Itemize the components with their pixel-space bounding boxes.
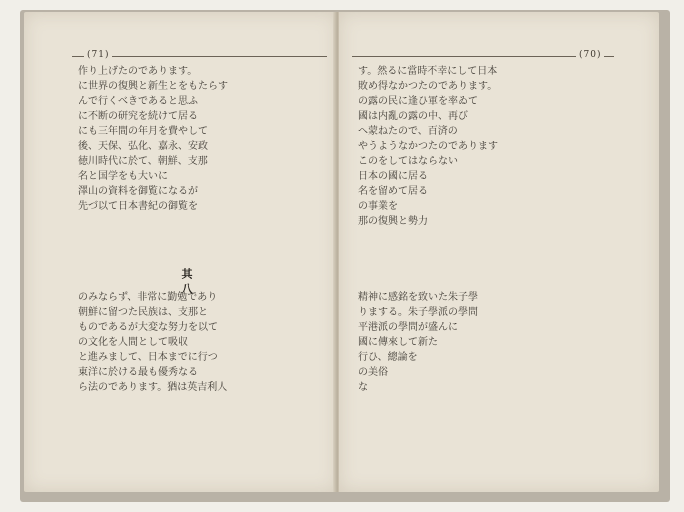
left-upper-text bbox=[78, 64, 328, 244]
text-line: 後、天保、弘化、嘉永、安政 bbox=[78, 141, 208, 152]
text-line: の文化を人間として吸収 bbox=[78, 337, 188, 348]
text-line: 精神に感銘を致いた朱子學 bbox=[358, 292, 478, 303]
text-line: んで行くべきであると思ふ bbox=[78, 96, 198, 107]
text-line: な bbox=[358, 382, 368, 393]
text-line: 徳川時代に於て、朝鮮、支那 bbox=[78, 156, 208, 167]
text-line: 東洋に於ける最も優秀なる bbox=[78, 367, 198, 378]
text-line: にも三年間の年月を費やして bbox=[78, 126, 208, 137]
section-heading: 其 八 bbox=[180, 268, 193, 294]
text-line: 國は内亂の露の中、再び bbox=[358, 111, 468, 122]
text-line: ものであるが大変な努力を以て bbox=[78, 322, 218, 333]
text-line: の露の民に逢ひ軍を率ゐて bbox=[358, 96, 478, 107]
right-page-number: (70) bbox=[576, 50, 604, 60]
text-line: の事業を bbox=[358, 201, 398, 212]
text-line: ら法のであります。猶は英吉利人 bbox=[78, 382, 228, 393]
text-line: に不断の研究を続けて居る bbox=[78, 111, 198, 122]
text-line: 日本の國に居る bbox=[358, 171, 428, 182]
text-line: のみならず、非常に勤勉であり bbox=[78, 292, 218, 303]
text-line: このをしてはならない bbox=[358, 156, 458, 167]
text-line: 平港派の學問が盛んに bbox=[358, 322, 458, 333]
text-line: 澤山の資料を御覧になるが bbox=[78, 186, 198, 197]
text-line: に世界の復興と新生とをもたらす bbox=[78, 81, 228, 92]
right-upper-text bbox=[358, 64, 613, 244]
right-header-rule bbox=[352, 56, 614, 57]
text-line: 朝鮮に留つた民族は、支那と bbox=[78, 307, 208, 318]
left-lower-text bbox=[78, 290, 328, 410]
text-line: やうようなかつたのであります bbox=[358, 141, 498, 152]
right-lower-text bbox=[358, 290, 613, 410]
text-line: 國に傳來して新た bbox=[358, 337, 438, 348]
text-line: 名を留めて居る bbox=[358, 186, 428, 197]
text-line: 作り上げたのであります。 bbox=[78, 66, 198, 77]
text-line: 先づ以て日本書紀の御覧を bbox=[78, 201, 198, 212]
text-line: りまする。朱子學派の學問 bbox=[358, 307, 478, 318]
text-line: 行ひ、總論を bbox=[358, 352, 418, 363]
text-line: へ蒙ねたので、百済の bbox=[358, 126, 458, 137]
text-line: 那の復興と勢力 bbox=[358, 216, 428, 227]
text-line: す。然るに當時不幸にして日本 bbox=[358, 66, 498, 77]
text-line: の美俗 bbox=[358, 367, 388, 378]
text-line: 名と国学をも大いに bbox=[78, 171, 168, 182]
left-page-number: (71) bbox=[84, 50, 112, 60]
text-line: 敗め得なかつたのであります。 bbox=[358, 81, 498, 92]
text-line: と進みまして、日本までに行つ bbox=[78, 352, 218, 363]
